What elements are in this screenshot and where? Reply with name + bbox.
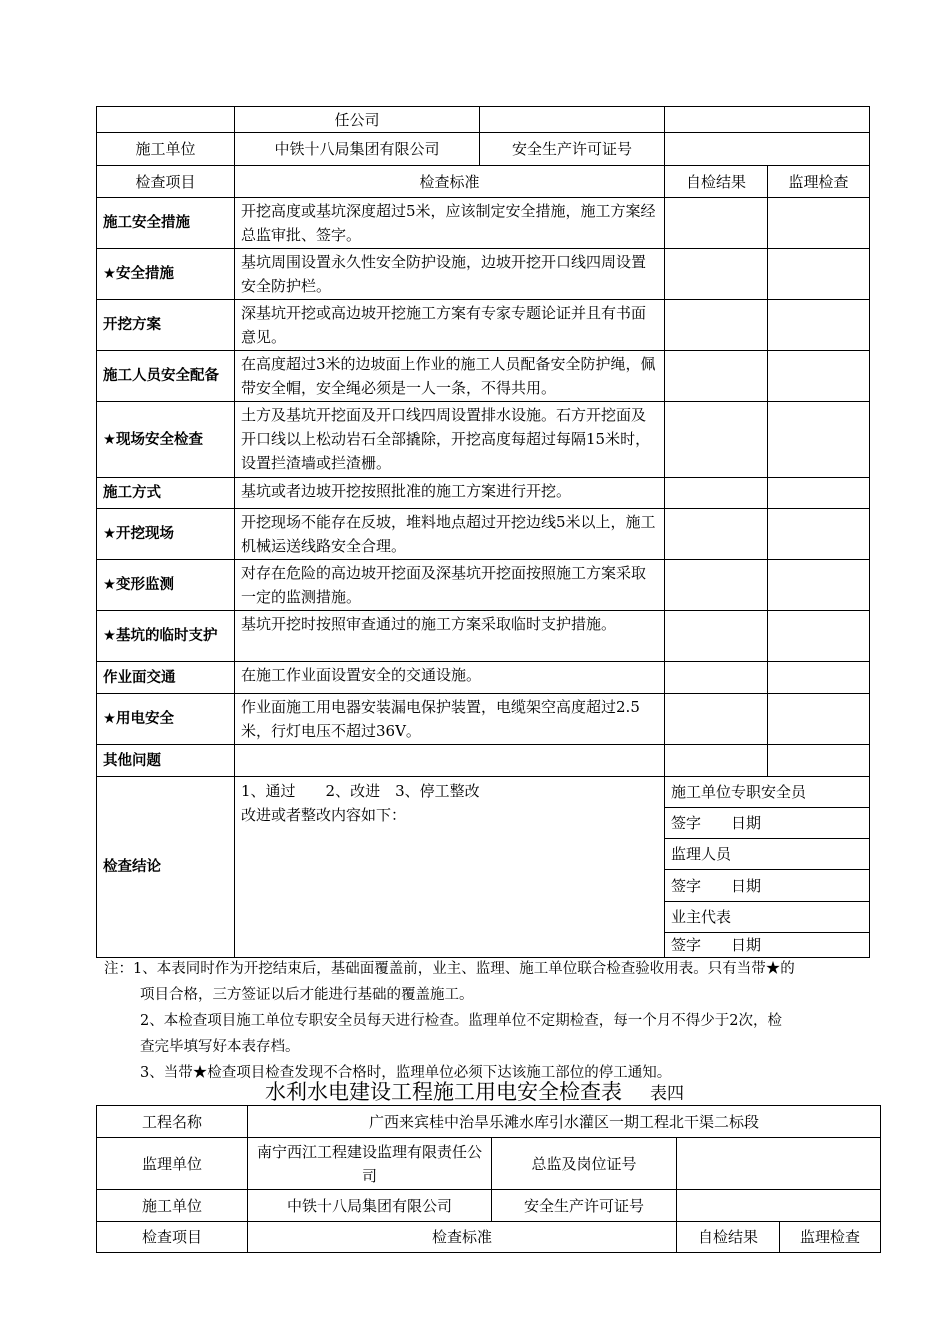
supervision-cell[interactable] — [768, 694, 870, 745]
check-item: ★基坑的临时支护 — [97, 611, 235, 662]
license-value[interactable] — [677, 1190, 881, 1222]
conclusion-options: 1、通过 2、改进 3、停工整改 — [241, 782, 480, 800]
table-row — [97, 1190, 881, 1222]
check-item: ★开挖现场 — [97, 509, 235, 560]
contractor-value: 中铁十八局集团有限公司 — [235, 133, 480, 166]
supervision-cell[interactable] — [768, 300, 870, 351]
supervision-cell[interactable] — [768, 745, 870, 777]
check-item: 施工安全措施 — [97, 198, 235, 249]
table-row — [97, 694, 870, 745]
table-row — [97, 249, 870, 300]
sign-date-cell[interactable]: 签字 日期 — [665, 933, 870, 958]
header-supervision: 监理检查 — [768, 166, 870, 198]
conclusion-content[interactable] — [235, 777, 665, 958]
check-item: 施工方式 — [97, 478, 235, 509]
self-check-cell[interactable] — [665, 662, 768, 694]
supervisor-value-tail: 任公司 — [235, 107, 480, 133]
table-row — [97, 611, 870, 662]
table-header-row — [97, 1222, 881, 1253]
check-standard: 对存在危险的高边坡开挖面及深基坑开挖面按照施工方案采取一定的监测措施。 — [235, 560, 665, 611]
table-title: 水利水电建设工程施工用电安全检查表 — [265, 1080, 622, 1104]
self-check-cell[interactable] — [665, 402, 768, 478]
note-line: 查完毕填写好本表存档。 — [140, 1039, 300, 1055]
cert-value[interactable] — [677, 1138, 881, 1190]
self-check-cell[interactable] — [665, 745, 768, 777]
self-check-cell[interactable] — [665, 560, 768, 611]
self-check-cell[interactable] — [665, 509, 768, 560]
check-standard: 土方及基坑开挖面及开口线四周设置排水设施。石方开挖面及开口线以上松动岩石全部撬除，开挖高度每超过每隔15米时，设置拦渣墙或拦渣栅。 — [235, 402, 665, 478]
check-item: ★用电安全 — [97, 694, 235, 745]
check-standard: 深基坑开挖或高边坡开挖施工方案有专家专题论证并且有书面意见。 — [235, 300, 665, 351]
supervision-cell[interactable] — [768, 249, 870, 300]
sign-date-cell[interactable]: 签字 日期 — [665, 808, 870, 839]
self-check-cell[interactable] — [665, 611, 768, 662]
supervisor-label: 监理单位 — [97, 1138, 248, 1190]
electrical-safety-table — [96, 1105, 881, 1253]
check-standard: 开挖现场不能存在反坡，堆料地点超过开挖边线5米以上，施工机械运送线路安全合理。 — [235, 509, 665, 560]
check-standard: 在施工作业面设置安全的交通设施。 — [235, 662, 665, 694]
sign-date-cell[interactable]: 签字 日期 — [665, 870, 870, 902]
supervision-cell[interactable] — [768, 402, 870, 478]
header-standard: 检查标准 — [248, 1222, 677, 1253]
check-standard: 基坑或者边坡开挖按照批准的施工方案进行开挖。 — [235, 478, 665, 509]
check-item: 施工人员安全配备 — [97, 351, 235, 402]
check-standard: 在高度超过3米的边坡面上作业的施工人员配备安全防护绳，佩带安全帽，安全绳必须是一人一条，不得共用。 — [235, 351, 665, 402]
self-check-cell[interactable] — [665, 249, 768, 300]
header-self-check: 自检结果 — [677, 1222, 780, 1253]
supervision-cell[interactable] — [768, 509, 870, 560]
check-item: 作业面交通 — [97, 662, 235, 694]
page-title — [265, 1078, 684, 1108]
excavation-safety-table — [96, 106, 870, 958]
conclusion-content-label: 改进或者整改内容如下： — [241, 806, 407, 824]
license-value — [665, 133, 870, 166]
table-row — [97, 1106, 881, 1138]
check-standard: 作业面施工用电器安装漏电保护装置，电缆架空高度超过2.5米，行灯电压不超过36V。 — [235, 694, 665, 745]
check-item: 开挖方案 — [97, 300, 235, 351]
signer-cell: 施工单位专职安全员 — [665, 777, 870, 808]
supervision-cell[interactable] — [768, 560, 870, 611]
note-line: 注：1、本表同时作为开挖结束后，基础面覆盖前，业主、监理、施工单位联合检查验收用表。只有当带★的 — [104, 961, 795, 977]
header-item: 检查项目 — [97, 1222, 248, 1253]
table-row — [97, 351, 870, 402]
table-row — [97, 107, 870, 133]
check-item: 其他问题 — [97, 745, 235, 777]
check-item: ★安全措施 — [97, 249, 235, 300]
table-cell — [665, 107, 870, 133]
table-row — [97, 509, 870, 560]
supervision-cell[interactable] — [768, 478, 870, 509]
project-value: 广西来宾桂中治旱乐滩水库引水灌区一期工程北干渠二标段 — [248, 1106, 881, 1138]
contractor-label: 施工单位 — [97, 1190, 248, 1222]
header-supervision: 监理检查 — [780, 1222, 881, 1253]
supervision-cell[interactable] — [768, 611, 870, 662]
conclusion-label: 检查结论 — [97, 777, 235, 958]
conclusion-row — [97, 777, 870, 808]
table-row — [97, 300, 870, 351]
notes — [104, 956, 874, 1086]
table-row — [97, 1138, 881, 1190]
supervision-cell[interactable] — [768, 351, 870, 402]
supervisor-value: 南宁西江工程建设监理有限责任公司 — [248, 1138, 492, 1190]
supervision-cell[interactable] — [768, 198, 870, 249]
table-row — [97, 745, 870, 777]
table-row — [97, 198, 870, 249]
header-item: 检查项目 — [97, 166, 235, 198]
self-check-cell[interactable] — [665, 351, 768, 402]
check-standard: 开挖高度或基坑深度超过5米，应该制定安全措施，施工方案经总监审批、签字。 — [235, 198, 665, 249]
header-self-check: 自检结果 — [665, 166, 768, 198]
note-line: 项目合格，三方签证以后才能进行基础的覆盖施工。 — [140, 987, 474, 1003]
table-header-row — [97, 166, 870, 198]
check-item: ★变形监测 — [97, 560, 235, 611]
note-line: 3、当带★检查项目检查发现不合格时，监理单位必须下达该施工部位的停工通知。 — [140, 1065, 672, 1081]
signer-cell: 业主代表 — [665, 902, 870, 933]
check-standard — [235, 745, 665, 777]
table-number: 表四 — [650, 1084, 684, 1104]
self-check-cell[interactable] — [665, 694, 768, 745]
table-row — [97, 478, 870, 509]
note-line: 2、本检查项目施工单位专职安全员每天进行检查。监理单位不定期检查，每一个月不得少于2次，检 — [140, 1013, 782, 1029]
supervision-cell[interactable] — [768, 662, 870, 694]
self-check-cell[interactable] — [665, 198, 768, 249]
check-standard: 基坑开挖时按照审查通过的施工方案采取临时支护措施。 — [235, 611, 665, 662]
signer-cell: 监理人员 — [665, 839, 870, 870]
header-standard: 检查标准 — [235, 166, 665, 198]
table-row — [97, 662, 870, 694]
check-standard: 基坑周围设置永久性安全防护设施，边坡开挖开口线四周设置安全防护栏。 — [235, 249, 665, 300]
table-row — [97, 560, 870, 611]
table-cell — [97, 107, 235, 133]
contractor-value: 中铁十八局集团有限公司 — [248, 1190, 492, 1222]
license-label: 安全生产许可证号 — [492, 1190, 677, 1222]
contractor-label: 施工单位 — [97, 133, 235, 166]
table-row — [97, 402, 870, 478]
table-row — [97, 133, 870, 166]
project-label: 工程名称 — [97, 1106, 248, 1138]
check-item: ★现场安全检查 — [97, 402, 235, 478]
table-cell — [480, 107, 665, 133]
cert-label: 总监及岗位证号 — [492, 1138, 677, 1190]
self-check-cell[interactable] — [665, 478, 768, 509]
license-label: 安全生产许可证号 — [480, 133, 665, 166]
self-check-cell[interactable] — [665, 300, 768, 351]
